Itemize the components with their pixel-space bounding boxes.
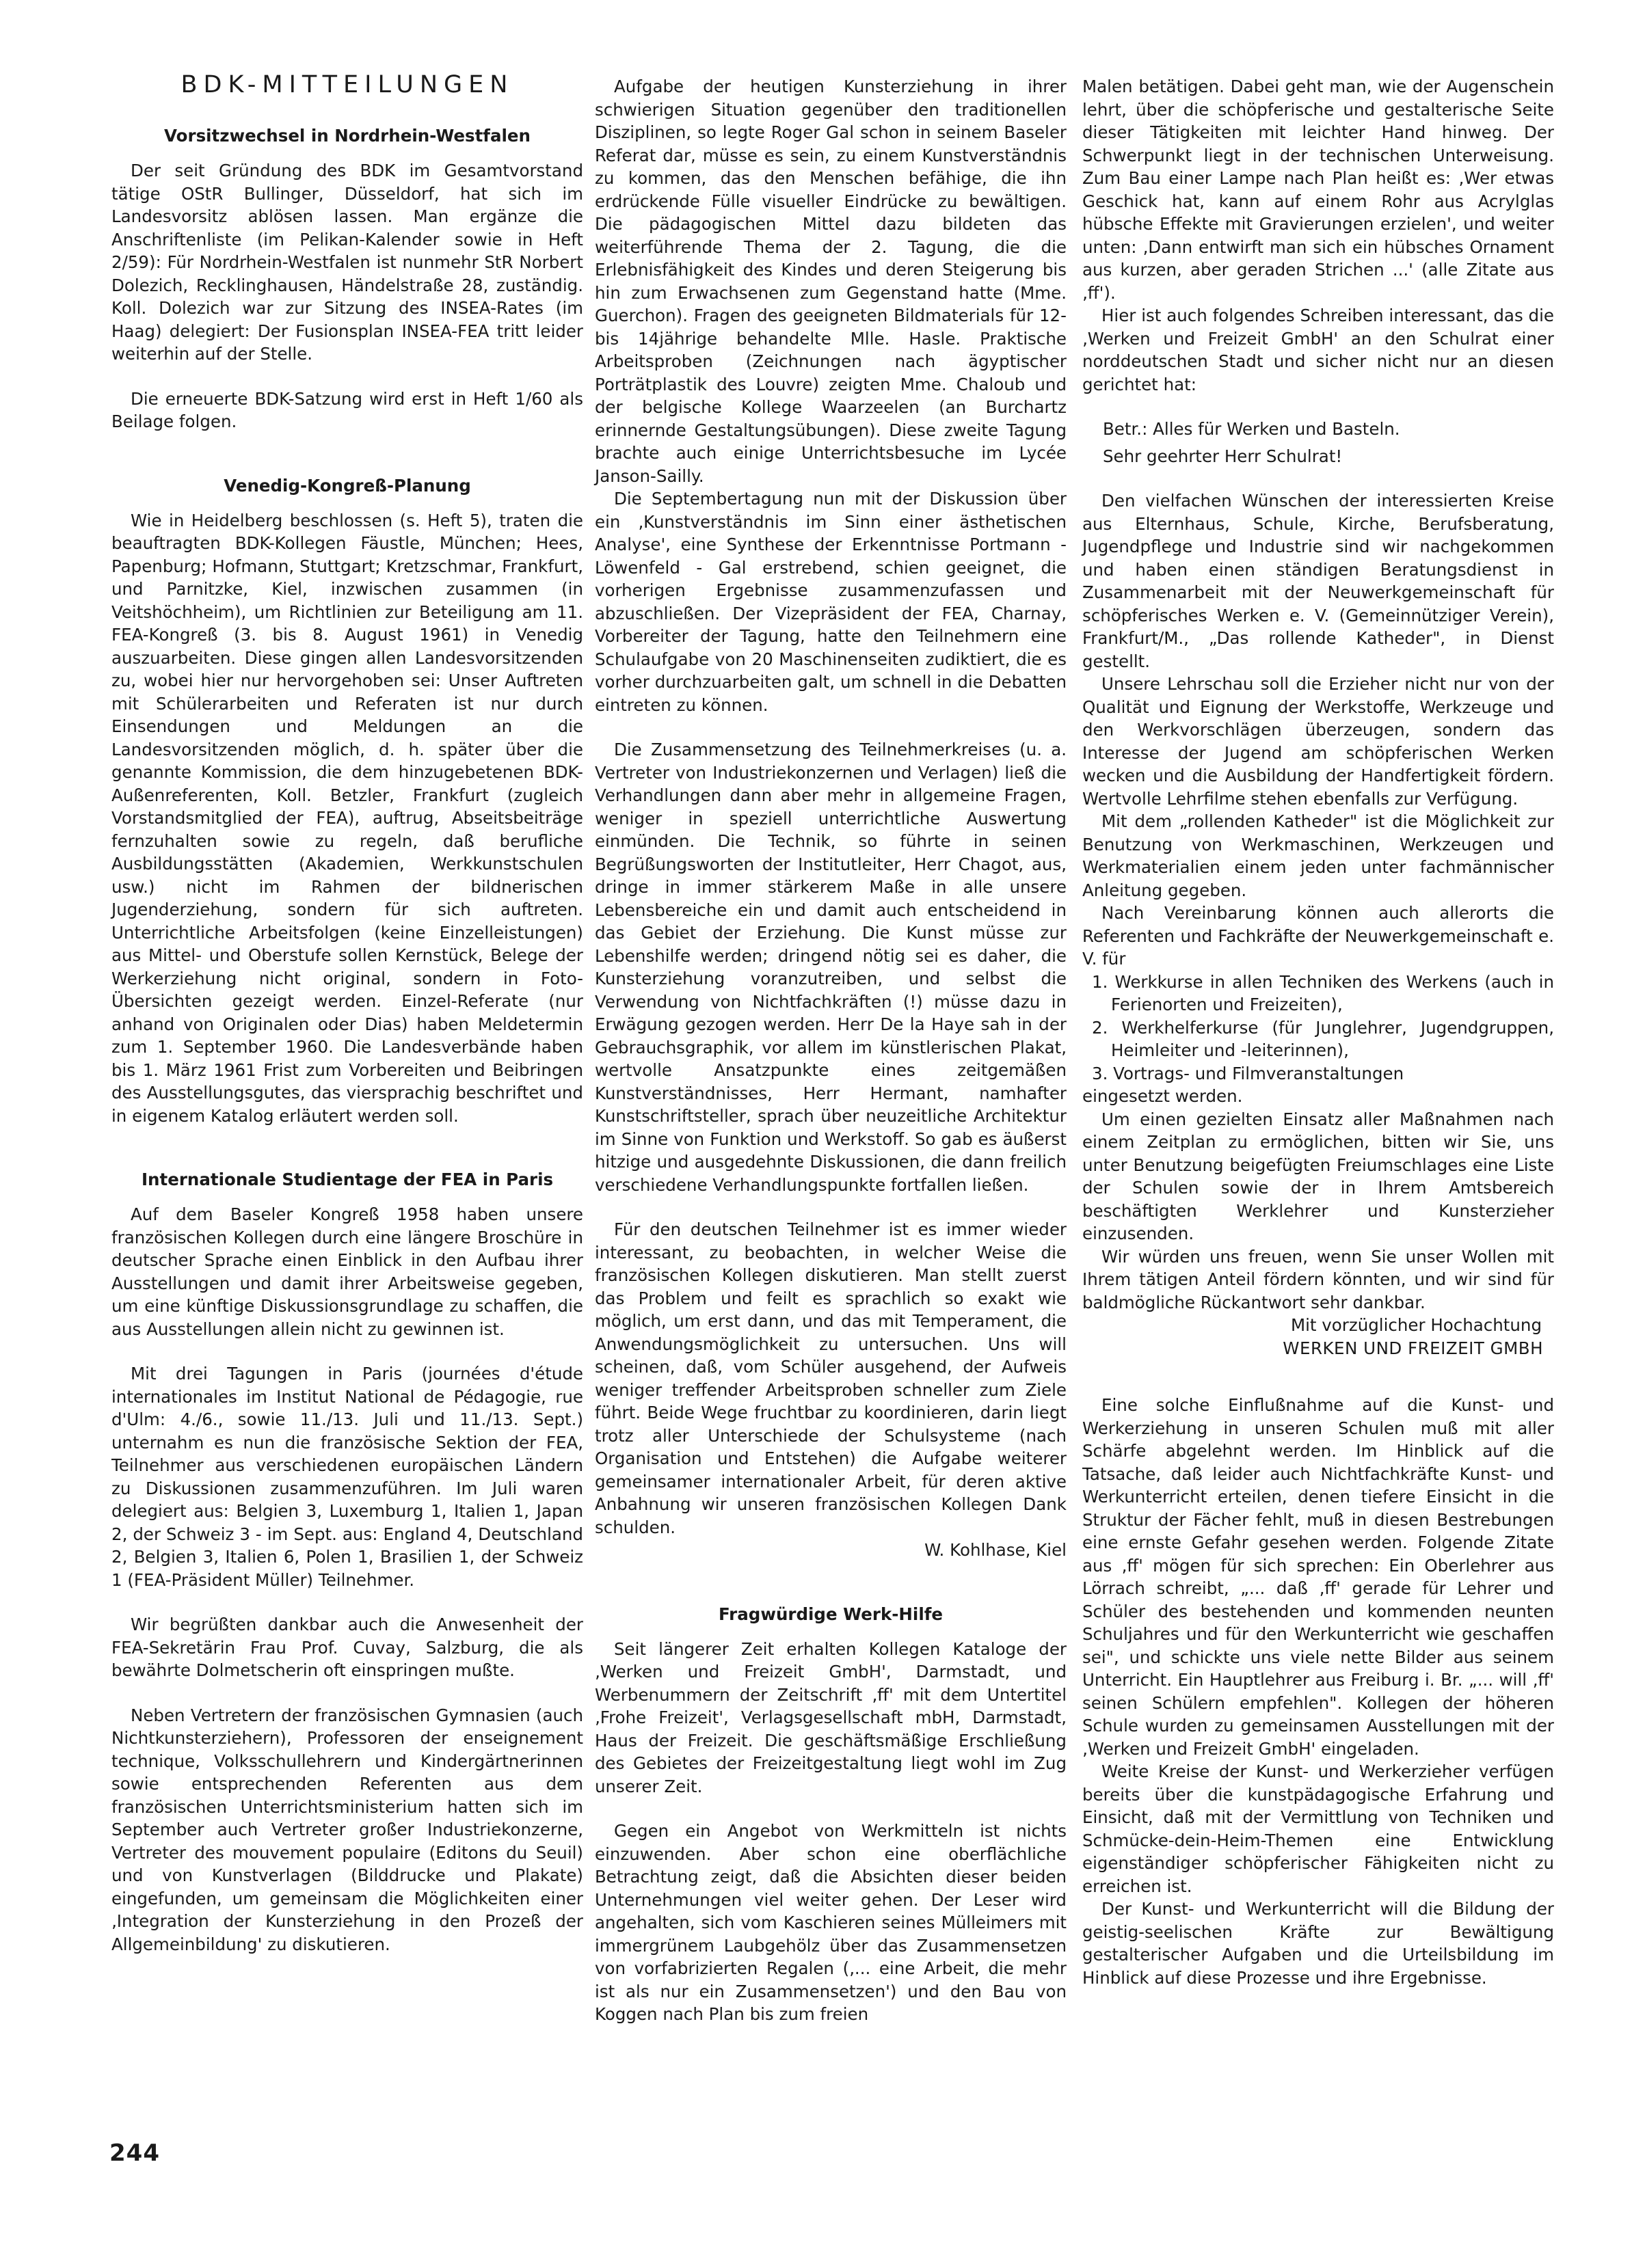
column-right (1082, 75, 1554, 1989)
paragraph: Unsere Lehrschau soll die Erzieher nicht nur von der Qualität und Eignung der Werkstoffe, Werkzeuge und den Werkvorschlägen überzeugen, sondern das Interesse der Jugend am schöpferischen Werken wecken und die Ausbildung der Handfertigkeit fördern. Wertvolle Lehrfilme stehen ebenfalls zur Verfügung. (1082, 674, 1554, 809)
letter-closing: Mit vorzüglicher Hochachtung (1290, 1315, 1542, 1335)
paragraph: Mit drei Tagungen in Paris (journées d'étude internationales im Institut National de Pédagogie, rue d'Ulm: 4./6., sowie 11./13. Juli und 11./13. Sept.) unternahm es nun die französische Sektion der FEA, Teilnehmer aus verschiedenen europäischen Ländern zu Diskussionen zusammenzuführen. Im Juli waren delegiert aus: Belgien 3, Luxemburg 1, Italien 1, Japan 2, der Schweiz 3 - im Sept. aus: England 4, Deutschland 2, Belgien 3, Italien 6, Polen 1, Brasilien 1, der Schweiz 1 (FEA-Präsident Müller) Teilnehmer. (111, 1364, 583, 1590)
paragraph: Um einen gezielten Einsatz aller Maßnahmen nach einem Zeitplan zu ermöglichen, bitten wir Sie, uns unter Benutzung beigefügten Freiumschlages eine Liste der Schulen sowie der in Ihrem Amtsbereich beschäftigten Werklehrer und Kunsterzieher einzusenden. (1082, 1109, 1554, 1243)
column-middle (595, 75, 1067, 2026)
list-item: 2. Werkhelferkurse (für Junglehrer, Jugendgruppen, Heimleiter und -leiterinnen), (1092, 1017, 1554, 1060)
list-item: 1. Werkkurse in allen Techniken des Werkens (auch in Ferienorten und Freizeiten), (1092, 971, 1554, 1014)
paragraph: Gegen ein Angebot von Werkmitteln ist nichts einzuwenden. Aber schon eine oberflächliche Betrachtung zeigt, daß die Absichten dieser beiden Unternehmungen viel weiter gehen. Der Leser wird angehalten, sich vom Kaschieren seines Mülleimers mit immergrünem Laubgehölz über das Zusammensetzen von vorfabrizierten Regalen (‚... eine Arbeit, die mehr ist als nur ein Zusammensetzen') und den Bau von Koggen nach Plan bis zum freien (595, 1821, 1067, 2024)
paragraph: Mit dem „rollenden Katheder" ist die Möglichkeit zur Benutzung von Werkmaschinen, Werkzeugen und Werkmaterialien einem jeden unter fachmännischer Anleitung gegeben. (1082, 811, 1554, 900)
letter-salutation: Sehr geehrter Herr Schulrat! (1103, 446, 1343, 466)
list-item: 3. Vortrags- und Filmveranstaltungen (1092, 1063, 1404, 1083)
paragraph: Der Kunst- und Werkunterricht will die Bildung der geistig-seelischen Kräfte zur Bewältigung gestalterischer Aufgaben und die Urteilsbildung im Hinblick auf diese Prozesse und ihre Ergebnisse. (1082, 1899, 1554, 1988)
paragraph: Weite Kreise der Kunst- und Werkerzieher verfügen bereits über die kunstpädagogische Erfahrung und Einsicht, daß mit der Vermittlung von Techniken und Schmücke-dein-Heim-Themen eine Entwicklung eigenständiger schöpferischer Fähigkeiten nicht zu erreichen ist. (1082, 1761, 1554, 1896)
paragraph: Die Zusammensetzung des Teilnehmerkreises (u. a. Vertreter von Industriekonzernen und Verlagen) ließ die Verhandlungen dann aber mehr in allgemeine Fragen, weniger in speziell unterrichtliche Auswertung einmünden. Die Technik, so führte in seinen Begrüßungsworten der Institutleiter, Herr Chagot, aus, dringe in immer stärkerem Maße in alle unsere Lebensbereiche ein und damit auch entscheidend in das Gebiet der Erziehung. Die Kunst müsse zur Lebenshilfe werden; dringend nötig sei es daher, die Kunsterziehung voranzutreiben, und selbst die Verwendung von Nichtfachkräften (!) müsse dazu in Erwägung gezogen werden. Herr De la Haye sah in der Gebrauchsgraphik, vor allem im künstlerischen Plakat, wertvolle Ansatzpunkte eines zeitgemäßen Kunstverständnisses, Herr Hermant, namhafter Kunstschriftsteller, sprach über neuzeitliche Architektur im Sinne von Funktion und Werkstoff. So gab es äußerst hitzige und ausgedehnte Diskussionen, die dann freilich verschiedene Verhandlungspunkte fortfallen ließen. (595, 740, 1067, 1195)
section-heading-werk-hilfe: Fragwürdige Werk-Hilfe (719, 1604, 943, 1624)
paragraph: Die erneuerte BDK-Satzung wird erst in Heft 1/60 als Beilage folgen. (111, 388, 583, 431)
letter-subject: Betr.: Alles für Werken und Basteln. (1103, 419, 1400, 439)
service-list (1082, 971, 1554, 1085)
section-heading-vorsitzwechsel: Vorsitzwechsel in Nordrhein-Westfalen (164, 126, 531, 146)
author-signature: W. Kohlhase, Kiel (924, 1540, 1067, 1560)
paragraph: Malen betätigen. Dabei geht man, wie der Augenschein lehrt, über die schöpferische und gestalterische Seite dieser Tätigkeiten mit leichter Hand hinweg. Der Schwerpunkt liegt in der technischen Unterweisung. Zum Bau einer Lampe nach Plan heißt es: ‚Wer etwas Geschick hat, kann auf einem Rohr aus Acrylglas hübsche Effekte mit Gravierungen erzielen', und weiter unten: ‚Dann entwirft man sich ein hübsches Ornament aus kurzen, aber geraden Strichen ...' (alle Zitate aus ‚ff'). (1082, 77, 1554, 303)
page-number: 244 (109, 2139, 160, 2167)
paragraph: Den vielfachen Wünschen der interessierten Kreise aus Elternhaus, Schule, Kirche, Berufsberatung, Jugendpflege und Industrie sind wir nachgekommen und haben einen ständigen Beratungsdienst in Zusammenarbeit mit der Neuwerkgemeinschaft für schöpferisches Werken e. V. (Gemeinnütziger Verein), Frankfurt/M., „Das rollende Katheder", in Dienst gestellt. (1082, 491, 1554, 671)
letter-company: WERKEN UND FREIZEIT GMBH (1283, 1338, 1543, 1358)
paragraph: Auf dem Baseler Kongreß 1958 haben unsere französischen Kollegen durch eine längere Broschüre in deutscher Sprache einen Einblick in den Aufbau ihrer Ausstellungen und damit ihrer Arbeitsweise gegeben, um eine künftige Diskussionsgrundlage zu schaffen, die aus Ausstellungen allein nicht zu gewinnen ist. (111, 1204, 583, 1339)
paragraph: Hier ist auch folgendes Schreiben interessant, das die ‚Werken und Freizeit GmbH' an den Schulrat einer norddeutschen Stadt und sicher nicht nur an diesen gerichtet hat: (1082, 306, 1554, 394)
section-heading-venedig: Venedig-Kongreß-Planung (224, 475, 471, 496)
paragraph: Für den deutschen Teilnehmer ist es immer wieder interessant, zu beobachten, in welcher Weise die französischen Kollegen diskutieren. Man stellt zuerst das Problem und feilt es sprachlich so exakt wie möglich, um erst dann, und das mit Temperament, die Anwendungsmöglichkeit zu untersuchen. Uns will scheinen, daß, vom Schüler ausgehend, der Aufweis weniger treffender Arbeitsproben schneller zum Ziele führt. Beide Wege fruchtbar zu koordinieren, darin liegt trotz aller Unterschiede der Schulsysteme (nach Organisation und Entstehen) die Aufgabe weiterer gemeinsamer internationaler Arbeit, für deren aktive Anbahnung wir unseren französischen Kollegen Dank schulden. (595, 1219, 1067, 1537)
paragraph: Nach Vereinbarung können auch allerorts die Referenten und Fachkräfte der Neuwerkgemeinschaft e. V. für (1082, 903, 1554, 969)
paragraph: Neben Vertretern der französischen Gymnasien (auch Nichtkunsterziehern), Professoren der enseignement technique, Volksschullehrern und Kindergärtnerinnen sowie entsprechenden Referenten aus dem französischen Unterrichtsministerium hatten sich im September auch Vertreter großer Industriekonzerne, Vertreter des mouvement populaire (Editons du Seuil) und von Kunstverlagen (Bilddrucke und Plakate) eingefunden, um gemeinsam die Möglichkeiten einer ‚Integration der Kunsterziehung in den Prozeß der Allgemeinbildung' zu diskutieren. (111, 1705, 583, 1954)
masthead-title: BDK-MITTEILUNGEN (180, 71, 514, 98)
paragraph: Wir begrüßten dankbar auch die Anwesenheit der FEA-Sekretärin Frau Prof. Cuvay, Salzburg, die als bewährte Dolmetscherin oft einspringen mußte. (111, 1615, 583, 1680)
section-heading-studientage: Internationale Studientage der FEA in Paris (141, 1170, 554, 1189)
paragraph: Wir würden uns freuen, wenn Sie unser Wollen mit Ihrem tätigen Anteil fördern könnten, und wir sind für baldmögliche Rückantwort sehr dankbar. (1082, 1246, 1554, 1312)
paragraph: Die Septembertagung nun mit der Diskussion über ein ‚Kunstverständnis im Sinn einer ästhetischen Analyse', eine Synthese der Erkenntnisse Portmann - Löwenfeld - Gal erstrebend, schien geeignet, die vorherigen Ergebnisse zusammenzufassen und abzuschließen. Der Vizepräsident der FEA, Charnay, Vorbereiter der Tagung, hatte den Teilnehmern eine Schulaufgabe von 20 Maschinenseiten zudiktiert, die es vorher durchzuarbeiten galt, um schnell in die Debatten eintreten zu können. (595, 489, 1067, 715)
paragraph: Seit längerer Zeit erhalten Kollegen Kataloge der ‚Werken und Freizeit GmbH', Darmstadt, und Werbenummern der Zeitschrift ‚ff' mit dem Untertitel ‚Frohe Freizeit', Verlagsgesellschaft mbH, Darmstadt, Haus der Freizeit. Die geschäftsmäßige Erschließung des Gebietes der Freizeitgestaltung liegt wohl im Zug unserer Zeit. (595, 1638, 1067, 1796)
paragraph: Aufgabe der heutigen Kunsterziehung in ihrer schwierigen Situation gegenüber den traditionellen Disziplinen, so legte Roger Gal schon in seinem Baseler Referat dar, müsse es sein, zu einem Kunstverständnis zu kommen, das den Menschen befähige, die ihn erdrückende Fülle visueller Eindrücke zu bewältigen. Die pädagogischen Mittel dazu bildeten das weiterführende Thema der 2. Tagung, die die Erlebnisfähigkeit des Kindes und deren Steigerung bis hin zum Erwachsenen zum Gegenstand hatte (Mme. Guerchon). Fragen des geeigneten Bildmaterials für 12- bis 14jährige behandelte Mlle. Hasle. Praktische Arbeitsproben (Zeichnungen nach ägyptischer Porträtplastik des Louvre) zeigten Mme. Chaloub und der belgische Kollege Waarzeelen (an Burchartz erinnernde Gestaltungsübungen). Diese zweite Tagung brachte auch einige Unterrichtsbesuche im Lycée Janson-Sailly. (595, 77, 1067, 486)
column-left (111, 71, 583, 1956)
paragraph: eingesetzt werden. (1082, 1086, 1243, 1106)
paragraph: Eine solche Einflußnahme auf die Kunst- und Werkerziehung in unseren Schulen muß mit aller Schärfe abgelehnt werden. Im Hinblick auf die Tatsache, daß leider auch Nichtfachkräfte Kunst- und Werkunterricht erteilen, denen tiefere Einsicht in die Struktur der Fächer fehlt, muß in diesen Bestrebungen eine ernste Gefahr gesehen werden. Folgende Zitate aus ‚ff' mögen für sich sprechen: Ein Oberlehrer aus Lörrach schreibt, „... daß ‚ff' gerade für Lehrer und Schüler des bestehenden und kommenden neunten Schuljahres und für den Werkunterricht wie geschaffen sei", und schickte uns viele nette Bilder aus seinem Unterricht. Ein Hauptlehrer aus Freiburg i. Br. „... will ‚ff' seinen Schülern empfehlen". Kollegen der höheren Schule wurden zu gemeinsamen Ausstellungen mit der ‚Werken und Freizeit GmbH' eingeladen. (1082, 1395, 1554, 1759)
paragraph: Wie in Heidelberg beschlossen (s. Heft 5), traten die beauftragten BDK-Kollegen Fäustle, München; Hees, Papenburg; Hofmann, Stuttgart; Kretzschmar, Frankfurt, und Parnitzke, Kiel, inzwischen zusammen (in Veitshöchheim), um Richtlinien zur Beteiligung am 11. FEA-Kongreß (3. bis 8. August 1961) in Venedig auszuarbeiten. Diese gingen allen Landesvorsitzenden zu, wobei hier nur hervorgehoben sei: Unser Auftreten mit Schülerarbeiten und Referaten ist nur durch Einsendungen und Meldungen an die Landesvorsitzenden möglich, d. h. später über die genannte Kommission, die dem hinzugebetenen BDK-Außenreferenten, Koll. Betzler, Frankfurt (zugleich Vorstandsmitglied der FEA), auftrug, Abseitsbeiträge fernzuhalten sowie zu regeln, daß berufliche Ausbildungsstätten (Akademien, Werkkunstschulen usw.) nicht im Rahmen der bildnerischen Jugenderziehung, sondern für sich auftreten. Unterrichtliche Arbeitsfolgen (keine Einzelleistungen) aus Mittel- und Oberstufe sollen Kernstück, Belege der Werkerziehung nicht original, sondern in Foto-Übersichten gezeigt werden. Einzel-Referate (nur anhand von Originalen oder Dias) haben Meldetermin zum 1. September 1960. Die Landesverbände haben bis 1. März 1961 Frist zum Vorbereiten und Beibringen des Ausstellungsgutes, das viersprachig beschriftet und in eigenem Katalog erläutert werden soll. (111, 510, 583, 1126)
paragraph: Der seit Gründung des BDK im Gesamtvorstand tätige OStR Bullinger, Düsseldorf, hat sich im Landesvorsitz ablösen lassen. Man ergänze die Anschriftenliste (im Pelikan-Kalender sowie in Heft 2/59): Für Nordrhein-Westfalen ist nunmehr StR Norbert Dolezich, Recklinghausen, Händelstraße 28, zuständig. Koll. Dolezich war zur Sitzung des INSEA-Rates (im Haag) delegiert: Der Fusionsplan INSEA-FEA tritt leider weiterhin auf der Stelle. (111, 161, 583, 364)
